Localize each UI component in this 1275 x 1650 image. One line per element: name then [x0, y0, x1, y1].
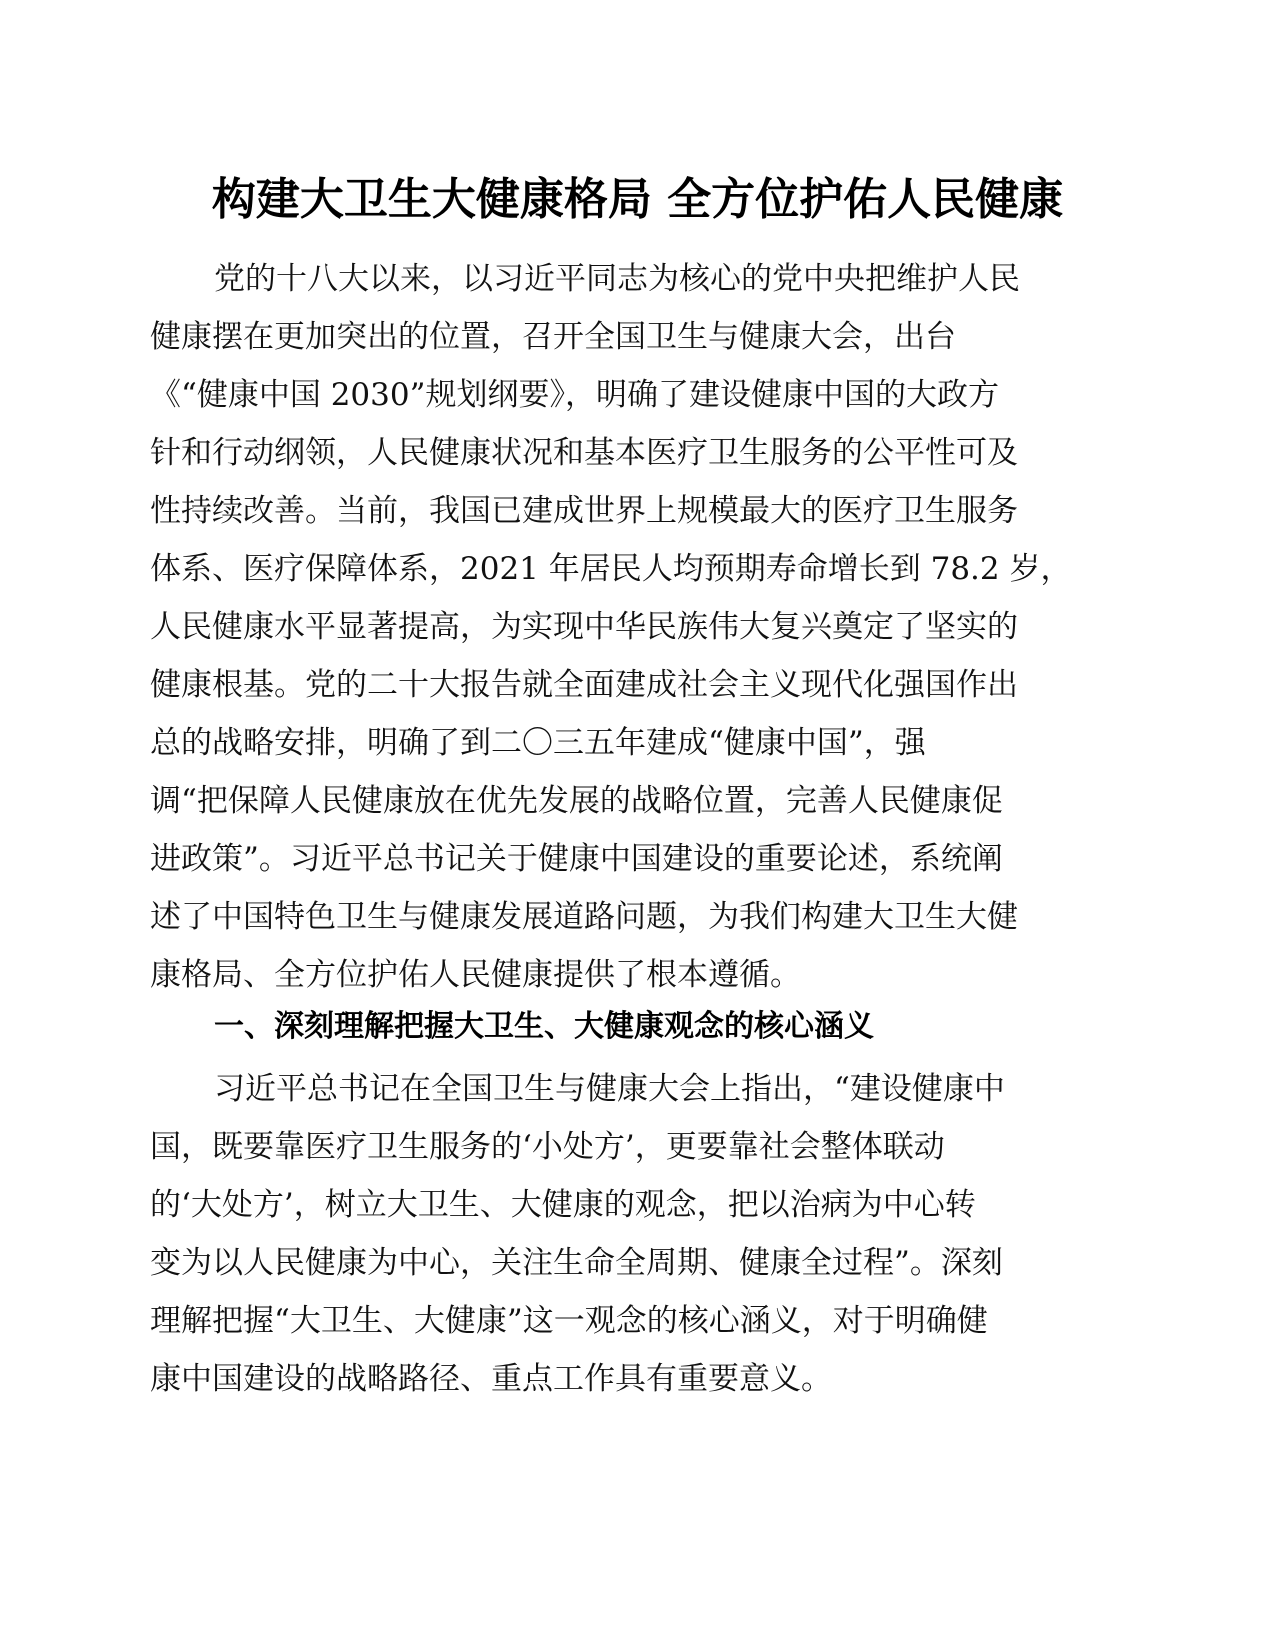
paragraph-line: 习近平总书记在全国卫生与健康大会上指出，“建设健康中 — [214, 1071, 1005, 1107]
paragraph-line: 总的战略安排，明确了到二〇三五年建成“健康中国”，强 — [150, 725, 926, 761]
paragraph-line: 康格局、全方位护佑人民健康提供了根本遵循。 — [150, 957, 801, 993]
paragraph-line: 性持续改善。当前，我国已建成世界上规模最大的医疗卫生服务 — [150, 493, 1018, 529]
paragraph-line: 《“健康中国 2030”规划纲要》，明确了建设健康中国的大政方 — [150, 377, 999, 413]
paragraph-line: 人民健康水平显著提高，为实现中华民族伟大复兴奠定了坚实的 — [150, 609, 1018, 645]
paragraph-line: 进政策”。习近平总书记关于健康中国建设的重要论述，系统阐 — [150, 841, 1003, 877]
paragraph-section1 — [150, 1060, 1080, 1408]
paragraph-line: 述了中国特色卫生与健康发展道路问题，为我们构建大卫生大健 — [150, 899, 1018, 935]
paragraph-line: 党的十八大以来，以习近平同志为核心的党中央把维护人民 — [214, 261, 1020, 297]
paragraph-line: 健康摆在更加突出的位置，召开全国卫生与健康大会，出台 — [150, 319, 956, 355]
paragraph-line: 针和行动纲领，人民健康状况和基本医疗卫生服务的公平性可及 — [150, 435, 1018, 471]
paragraph-line: 康中国建设的战略路径、重点工作具有重要意义。 — [150, 1361, 832, 1397]
paragraph-line: 调“把保障人民健康放在优先发展的战略位置，完善人民健康促 — [150, 783, 1003, 819]
paragraph-line: 理解把握“大卫生、大健康”这一观念的核心涵义，对于明确健 — [150, 1303, 988, 1339]
paragraph-line: 变为以人民健康为中心，关注生命全周期、健康全过程”。深刻 — [150, 1245, 1003, 1281]
paragraph-line: 的‘大处方’，树立大卫生、大健康的观念，把以治病为中心转 — [150, 1187, 976, 1223]
section-heading: 一、深刻理解把握大卫生、大健康观念的核心涵义 — [214, 1009, 874, 1044]
paragraph-line: 国，既要靠医疗卫生服务的‘小处方’，更要靠社会整体联动 — [150, 1129, 945, 1165]
paragraph-intro — [150, 250, 1080, 1004]
document-title: 构建大卫生大健康格局 全方位护佑人民健康 — [211, 174, 1064, 225]
paragraph-line: 健康根基。党的二十大报告就全面建成社会主义现代化强国作出 — [150, 667, 1018, 703]
paragraph-line: 体系、医疗保障体系，2021 年居民人均预期寿命增长到 78.2 岁， — [150, 551, 1072, 587]
